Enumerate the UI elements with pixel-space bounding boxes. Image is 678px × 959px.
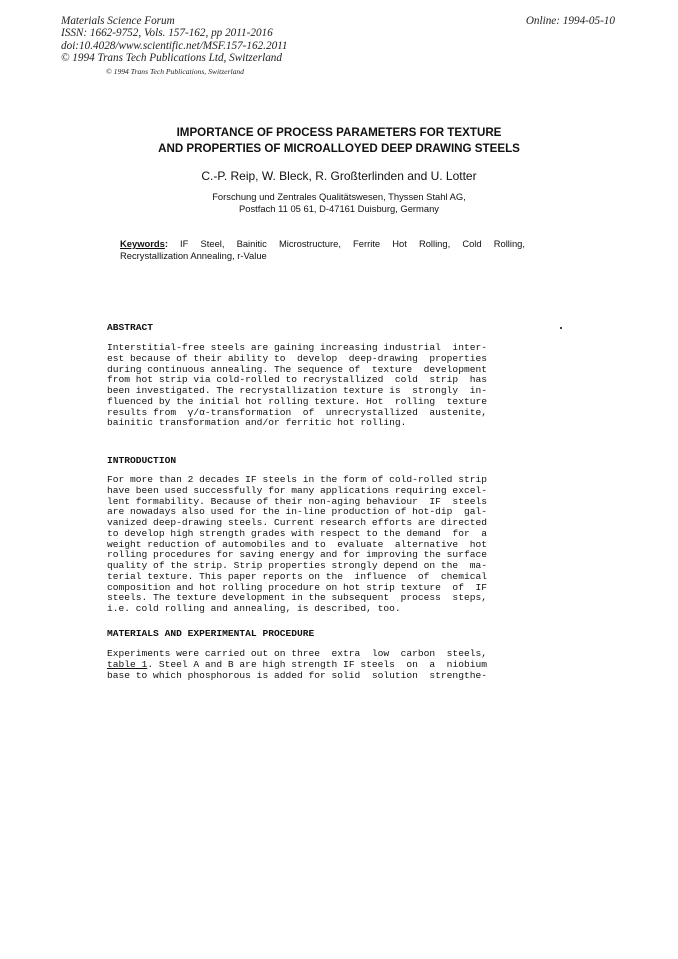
abstract-line: from hot strip via cold-rolled to recrystallized cold strip has <box>107 374 487 386</box>
keywords-line-1 <box>120 238 525 250</box>
introduction-line: quality of the strip. Strip properties strongly depend on the ma- <box>107 560 487 571</box>
keyword-word: Hot <box>392 238 407 249</box>
publisher-copyright: © 1994 Trans Tech Publications Ltd, Switzerland <box>61 52 282 65</box>
issn-line: ISSN: 1662-9752, Vols. 157-162, pp 2011-2016 <box>61 27 273 40</box>
affiliation <box>0 191 678 216</box>
introduction-line: have been used successfully for many applications requiring excel- <box>107 484 487 496</box>
materials-body <box>107 649 530 681</box>
abstract-line: results from γ/α-transformation of unrecrystallized austenite, <box>107 406 487 418</box>
abstract-body <box>107 343 530 429</box>
introduction-line: For more than 2 decades IF steels in the form of cold-rolled strip <box>107 474 487 485</box>
keywords-label-group <box>120 238 168 250</box>
affiliation-line-2: Postfach 11 05 61, D-47161 Duisburg, Germany <box>239 203 439 215</box>
title-line-1: IMPORTANCE OF PROCESS PARAMETERS FOR TEXTURE <box>176 126 502 139</box>
introduction-line: weight reduction of automobiles and to evaluate alternative hot <box>107 538 487 550</box>
keywords-label: Keywords <box>120 238 165 249</box>
original-copyright: © 1994 Trans Tech Publications, Switzerland <box>106 67 244 76</box>
abstract-line: bainitic transformation and/or ferritic hot rolling. <box>107 417 407 429</box>
introduction-heading: INTRODUCTION <box>107 455 177 466</box>
keyword-word: Cold <box>462 238 482 249</box>
abstract-line: est because of their ability to develop deep-drawing properties <box>107 352 487 364</box>
abstract-heading: ABSTRACT <box>107 322 154 333</box>
abstract-line: Interstitial-free steels are gaining increasing industrial inter- <box>107 342 487 353</box>
introduction-line: i.e. cold rolling and annealing, is described, too. <box>107 603 401 614</box>
keyword-word: Rolling, <box>418 238 451 249</box>
keywords-colon: : <box>164 238 168 249</box>
affiliation-line-1: Forschung und Zentrales Qualitätswesen, Thyssen Stahl AG, <box>212 191 466 202</box>
introduction-line: terial texture. This paper reports on the influence of chemical <box>107 570 487 582</box>
introduction-body <box>107 475 530 615</box>
materials-line-text: . Steel A and B are high strength IF steels on a niobium <box>147 658 487 670</box>
abstract-line: been investigated. The recrystallization texture is strongly in- <box>107 385 487 396</box>
author-list: C.-P. Reip, W. Bleck, R. Großterlinden and U. Lotter <box>201 169 477 183</box>
materials-line: Experiments were carried out on three extra low carbon steels, <box>107 648 487 659</box>
journal-header <box>61 15 288 65</box>
introduction-line: are nowadays also used for the in-line production of hot-dip gal- <box>107 506 487 518</box>
paper-title <box>0 125 678 157</box>
abstract-line: fluenced by the initial hot rolling texture. Hot rolling texture <box>107 395 487 407</box>
stray-mark <box>560 327 562 329</box>
keyword-word: Rolling, <box>493 238 525 249</box>
keyword-word: Microstructure, <box>278 238 341 249</box>
keyword-word: Bainitic <box>236 238 267 249</box>
introduction-line: rolling procedures for saving energy and for improving the surface <box>107 549 487 561</box>
keywords-line-2: Recrystallization Annealing, r-Value <box>120 250 267 262</box>
keyword-word: Steel, <box>200 238 225 249</box>
keywords-block <box>120 238 525 263</box>
materials-heading: MATERIALS AND EXPERIMENTAL PROCEDURE <box>107 628 315 639</box>
journal-name: Materials Science Forum <box>61 15 175 27</box>
introduction-line: lent formability. Because of their non-aging behaviour IF steels <box>107 495 487 507</box>
introduction-line: to develop high strength grades with respect to the demand for a <box>107 527 487 539</box>
keyword-word: IF <box>180 238 189 249</box>
introduction-line: vanized deep-drawing steels. Current research efforts are directed <box>107 517 487 528</box>
materials-line: base to which phosphorous is added for solid solution strengthe- <box>107 669 487 681</box>
introduction-line: composition and hot rolling procedure on hot strip texture of IF <box>107 581 487 593</box>
keyword-word: Ferrite <box>353 238 381 249</box>
table-1-link[interactable]: table 1 <box>107 658 148 670</box>
doi-line[interactable]: doi:10.4028/www.scientific.net/MSF.157-162.2011 <box>61 39 288 52</box>
abstract-line: during continuous annealing. The sequence of texture development <box>107 363 487 375</box>
online-date: Online: 1994-05-10 <box>525 15 615 27</box>
introduction-line: steels. The texture development in the subsequent process steps, <box>107 592 487 604</box>
title-line-2: AND PROPERTIES OF MICROALLOYED DEEP DRAWING STEELS <box>158 142 520 155</box>
materials-line <box>107 660 530 671</box>
